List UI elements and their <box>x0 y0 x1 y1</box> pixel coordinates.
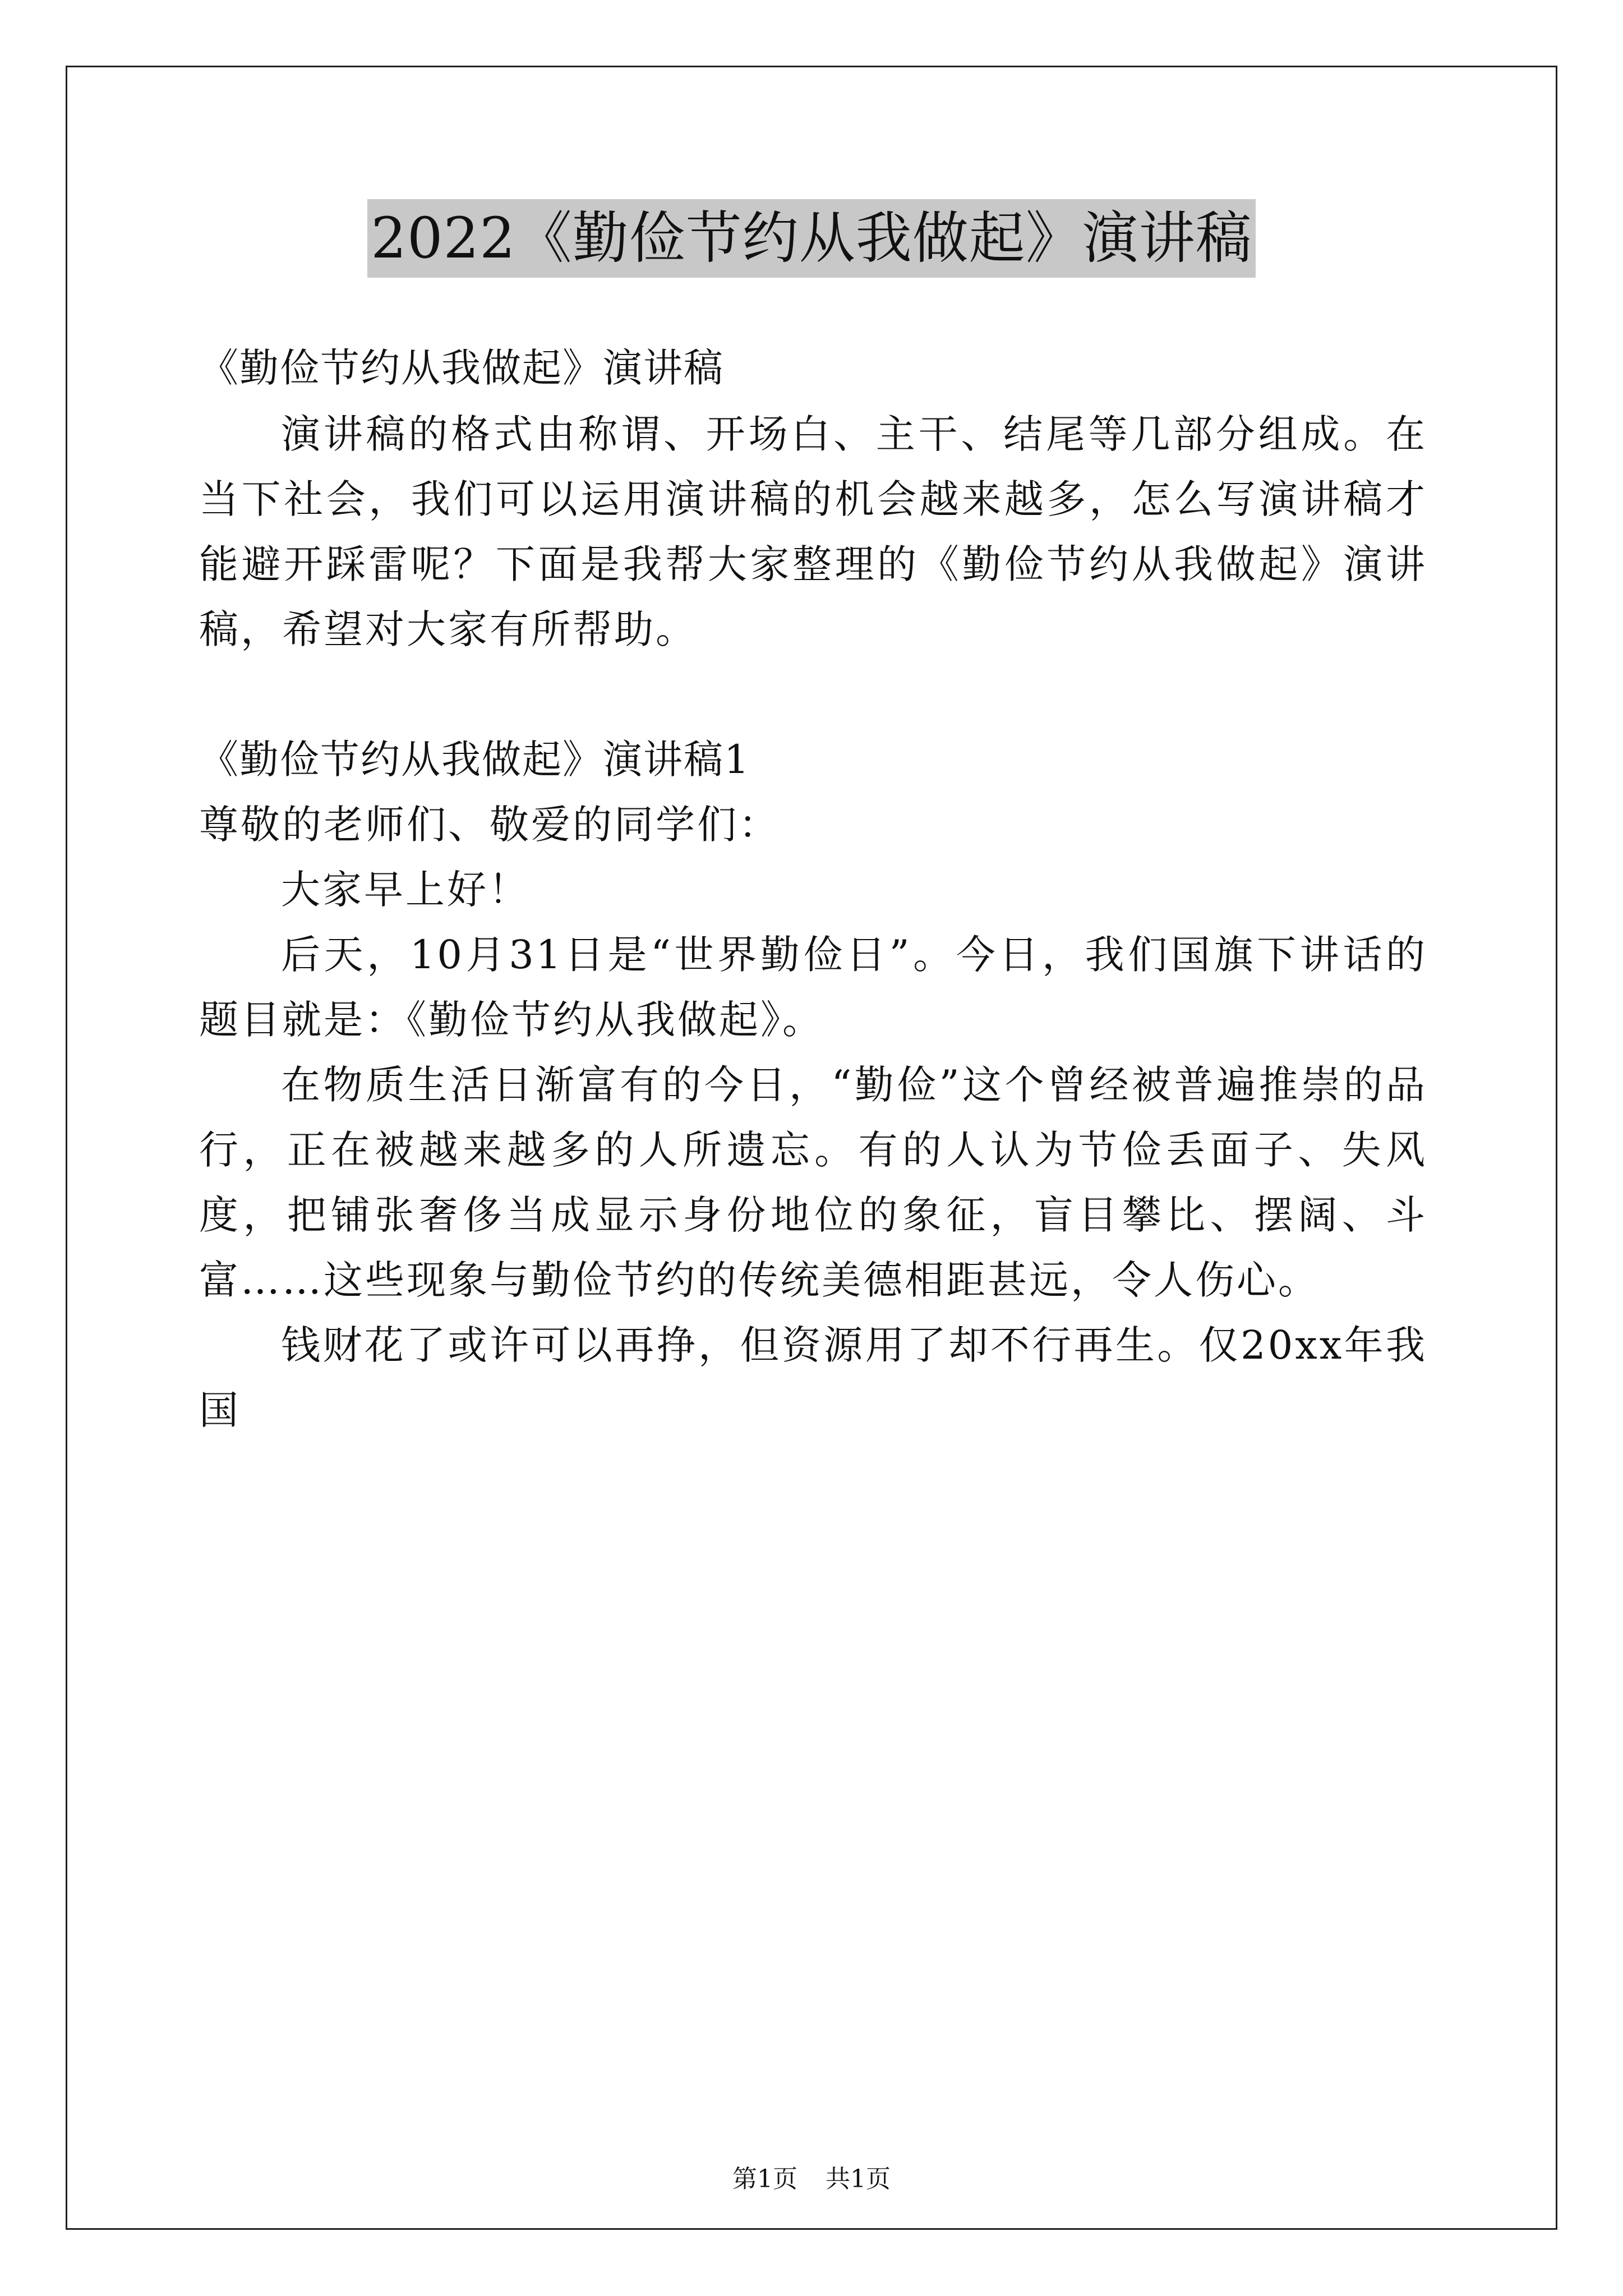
intro-paragraph: 演讲稿的格式由称谓、开场白、主干、结尾等几部分组成。在当下社会，我们可以运用演讲稿的机会越来越多，怎么写演讲稿才能避开踩雷呢？下面是我帮大家整理的《勤俭节约从我做起》演讲稿，希望对大家有所帮助。 <box>199 411 1427 652</box>
body-paragraph-1: 后天，10月31日是“世界勤俭日”。今日，我们国旗下讲话的题目就是：《勤俭节约从我做起》。 <box>199 932 1427 1043</box>
page-number-current: 第1页 <box>732 2165 797 2193</box>
page-footer <box>0 2162 1623 2196</box>
body-paragraph-3: 钱财花了或许可以再挣，但资源用了却不行再生。仅20xx年我国 <box>199 1322 1427 1433</box>
subtitle-line: 《勤俭节约从我做起》演讲稿 <box>199 345 724 391</box>
title-container <box>0 199 1623 278</box>
document-title: 2022《勤俭节约从我做起》演讲稿 <box>367 199 1256 278</box>
body-paragraph-2: 在物质生活日渐富有的今日，“勤俭”这个曾经被普遍推崇的品行，正在被越来越多的人所遗忘。有的人认为节俭丢面子、失风度，把铺张奢侈当成显示身份地位的象征，盲目攀比、摆阔、斗富……这些现象与勤俭节约的传统美德相距甚远，令人伤心。 <box>199 1062 1427 1303</box>
page-number-total: 共1页 <box>826 2165 891 2193</box>
greeting: 大家早上好！ <box>281 867 530 913</box>
section-heading: 《勤俭节约从我做起》演讲稿1 <box>199 737 750 783</box>
salutation: 尊敬的老师们、敬爱的同学们： <box>199 802 780 848</box>
document-body <box>199 335 1427 1443</box>
